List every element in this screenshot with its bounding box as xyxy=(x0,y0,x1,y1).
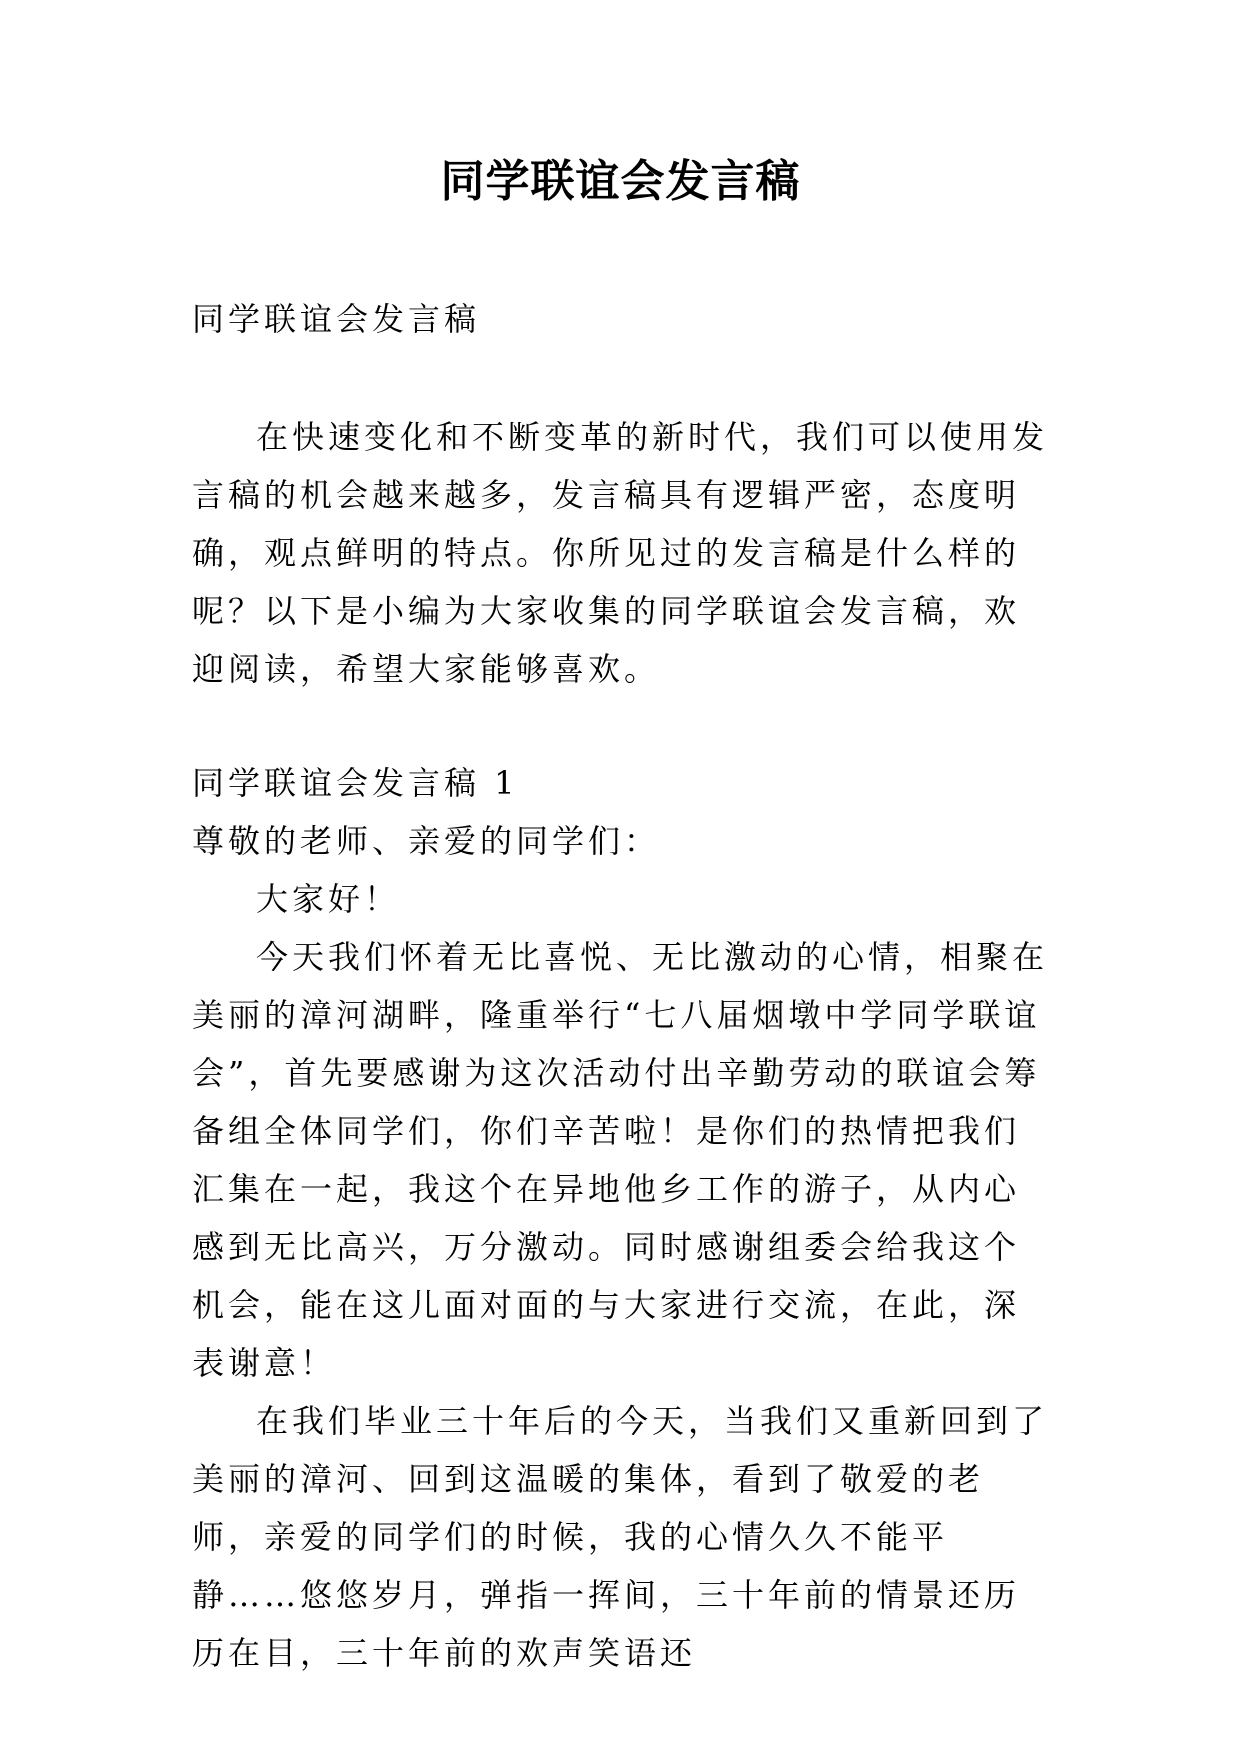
intro-paragraph: 在快速变化和不断变革的新时代，我们可以使用发言稿的机会越来越多，发言稿具有逻辑严密，态度明确，观点鲜明的特点。你所见过的发言稿是什么样的呢？以下是小编为大家收集的同学联谊会发言稿，欢迎阅读，希望大家能够喜欢。 xyxy=(192,418,1049,688)
section-heading: 同学联谊会发言稿 1 xyxy=(192,764,519,802)
greeting: 大家好！ xyxy=(256,880,401,918)
salutation: 尊敬的老师、亲爱的同学们： xyxy=(192,822,661,860)
document-title: 同学联谊会发言稿 xyxy=(440,156,801,207)
body-paragraph: 今天我们怀着无比喜悦、无比激动的心情，相聚在美丽的漳河湖畔，隆重举行“七八届烟墩中学同学联谊会”，首先要感谢为这次活动付出辛勤劳动的联谊会筹备组全体同学们，你们辛苦啦！是你们的热情把我们汇集在一起，我这个在异地他乡工作的游子，从内心感到无比高兴，万分激动。同时感谢组委会给我这个机会，能在这儿面对面的与大家进行交流，在此，深表谢意！ xyxy=(192,938,1049,1382)
body-paragraph: 在我们毕业三十年后的今天，当我们又重新回到了美丽的漳河、回到这温暖的集体，看到了敬爱的老师，亲爱的同学们的时候，我的心情久久不能平静……悠悠岁月，弹指一挥间，三十年前的情景还历历在目，三十年前的欢声笑语还 xyxy=(192,1402,1049,1672)
document-body xyxy=(192,290,1049,1682)
document-subtitle: 同学联谊会发言稿 xyxy=(192,300,481,338)
